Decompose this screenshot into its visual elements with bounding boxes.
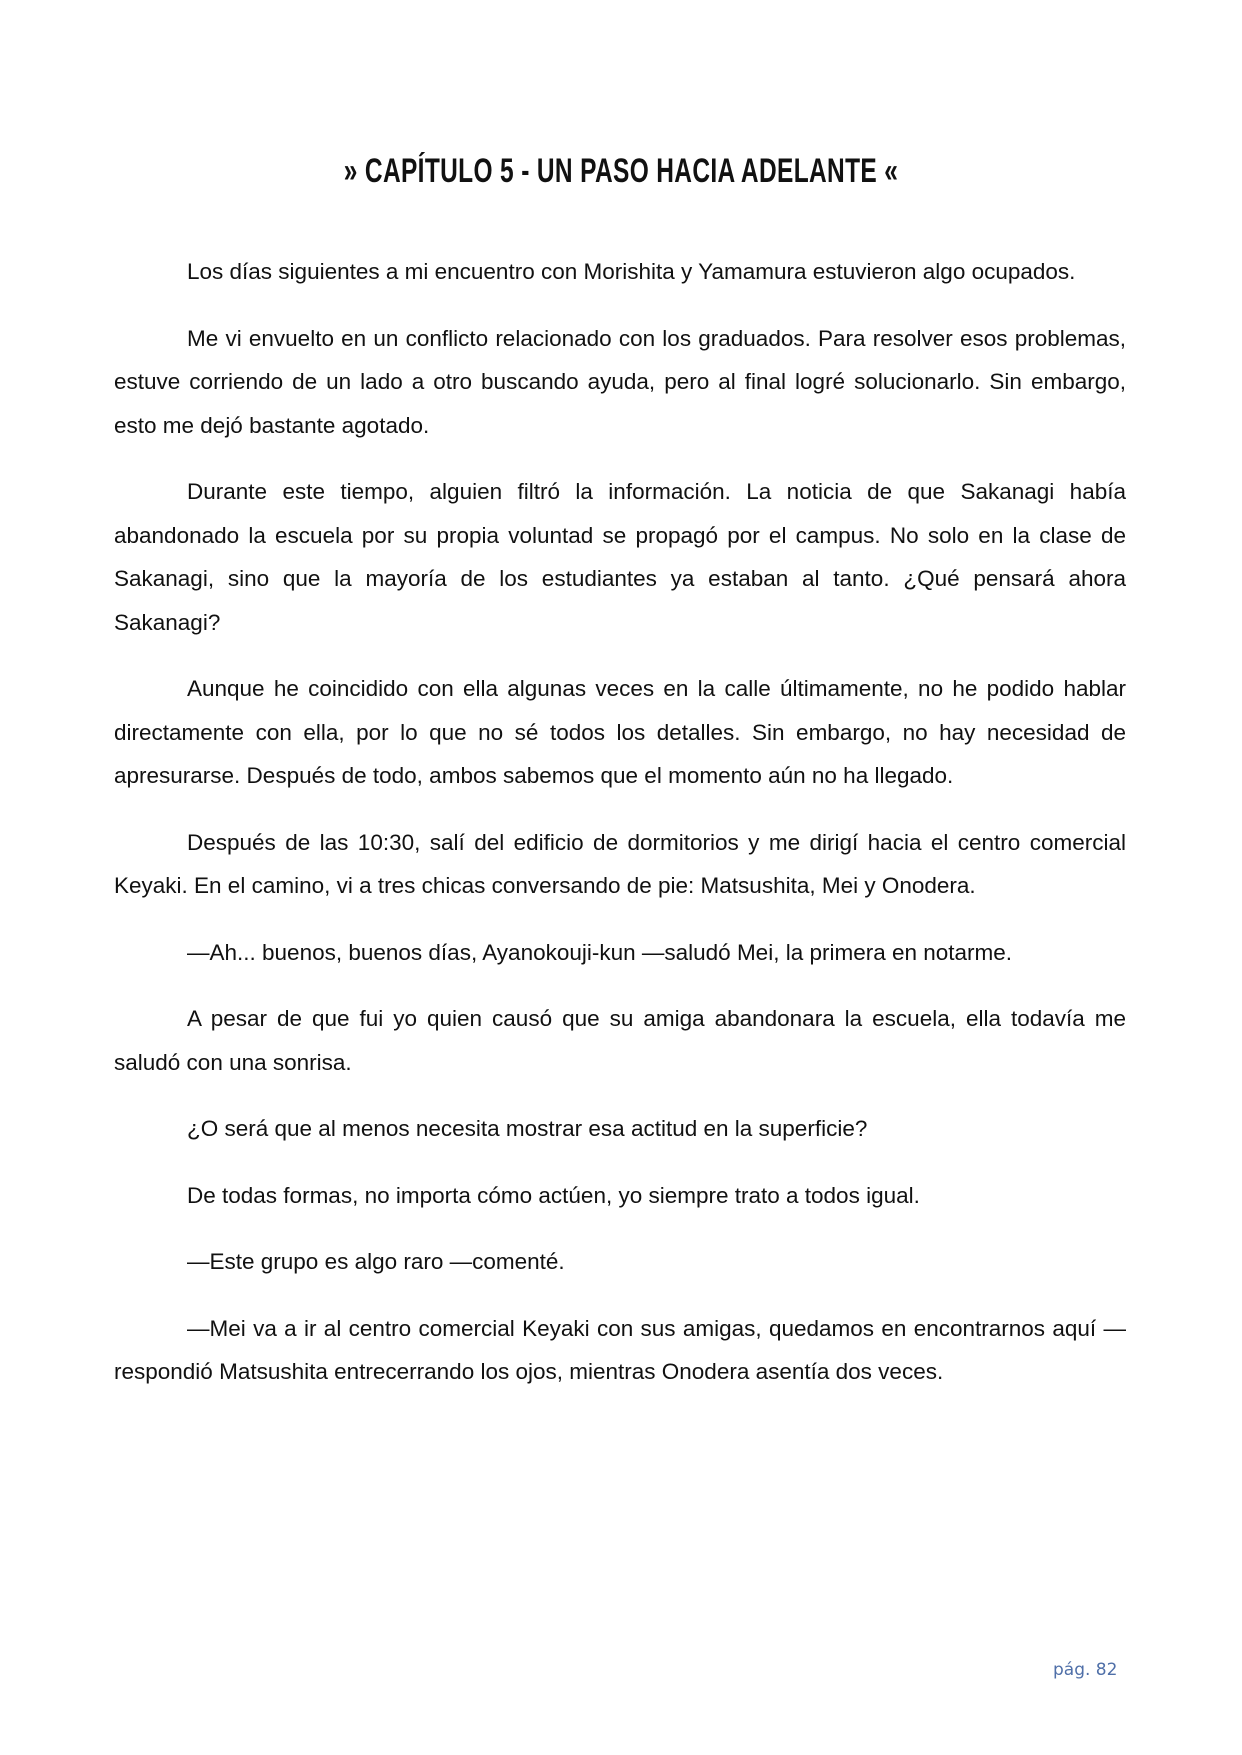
- chapter-title: » CAPÍTULO 5 - UN PASO HACIA ADELANTE «: [343, 152, 899, 190]
- paragraph: —Mei va a ir al centro comercial Keyaki con sus amigas, quedamos en encontrarnos aquí —respondió Matsushita entrecerrando los ojos, mientras Onodera asentía dos veces.: [114, 1315, 1126, 1384]
- paragraph: ¿O será que al menos necesita mostrar esa actitud en la superficie?: [187, 1116, 868, 1141]
- paragraph: De todas formas, no importa cómo actúen, yo siempre trato a todos igual.: [187, 1182, 920, 1208]
- paragraph: —Ah... buenos, buenos días, Ayanokouji-kun —saludó Mei, la primera en notarme.: [187, 939, 1013, 965]
- paragraph: Después de las 10:30, salí del edificio de dormitorios y me dirigí hacia el centro comercial Keyaki. En el camino, vi a tres chicas conversando de pie: Matsushita, Mei y Onodera.: [114, 829, 1126, 898]
- paragraph: Me vi envuelto en un conflicto relacionado con los graduados. Para resolver esos problemas, estuve corriendo de un lado a otro buscando ayuda, pero al final logré solucionarlo. Sin embargo, esto me dejó bastante agotado.: [114, 325, 1126, 438]
- paragraph: Durante este tiempo, alguien filtró la información. La noticia de que Sakanagi había abandonado la escuela por su propia voluntad se propagó por el campus. No solo en la clase de Sakanagi, sino que la mayoría de los estudiantes ya estaban al tanto. ¿Qué pensará ahora Sakanagi?: [114, 479, 1126, 635]
- paragraph: Los días siguientes a mi encuentro con Morishita y Yamamura estuvieron algo ocupados.: [187, 259, 1076, 284]
- page-number: pág. 82: [1053, 1660, 1118, 1680]
- body-text: [114, 250, 1126, 1417]
- paragraph: —Este grupo es algo raro —comenté.: [187, 1249, 565, 1274]
- paragraph: A pesar de que fui yo quien causó que su amiga abandonara la escuela, ella todavía me saludó con una sonrisa.: [114, 1006, 1126, 1075]
- paragraph: Aunque he coincidido con ella algunas veces en la calle últimamente, no he podido hablar directamente con ella, por lo que no sé todos los detalles. Sin embargo, no hay necesidad de apresurarse. Después de todo, ambos sabemos que el momento aún no ha llegado.: [114, 676, 1126, 788]
